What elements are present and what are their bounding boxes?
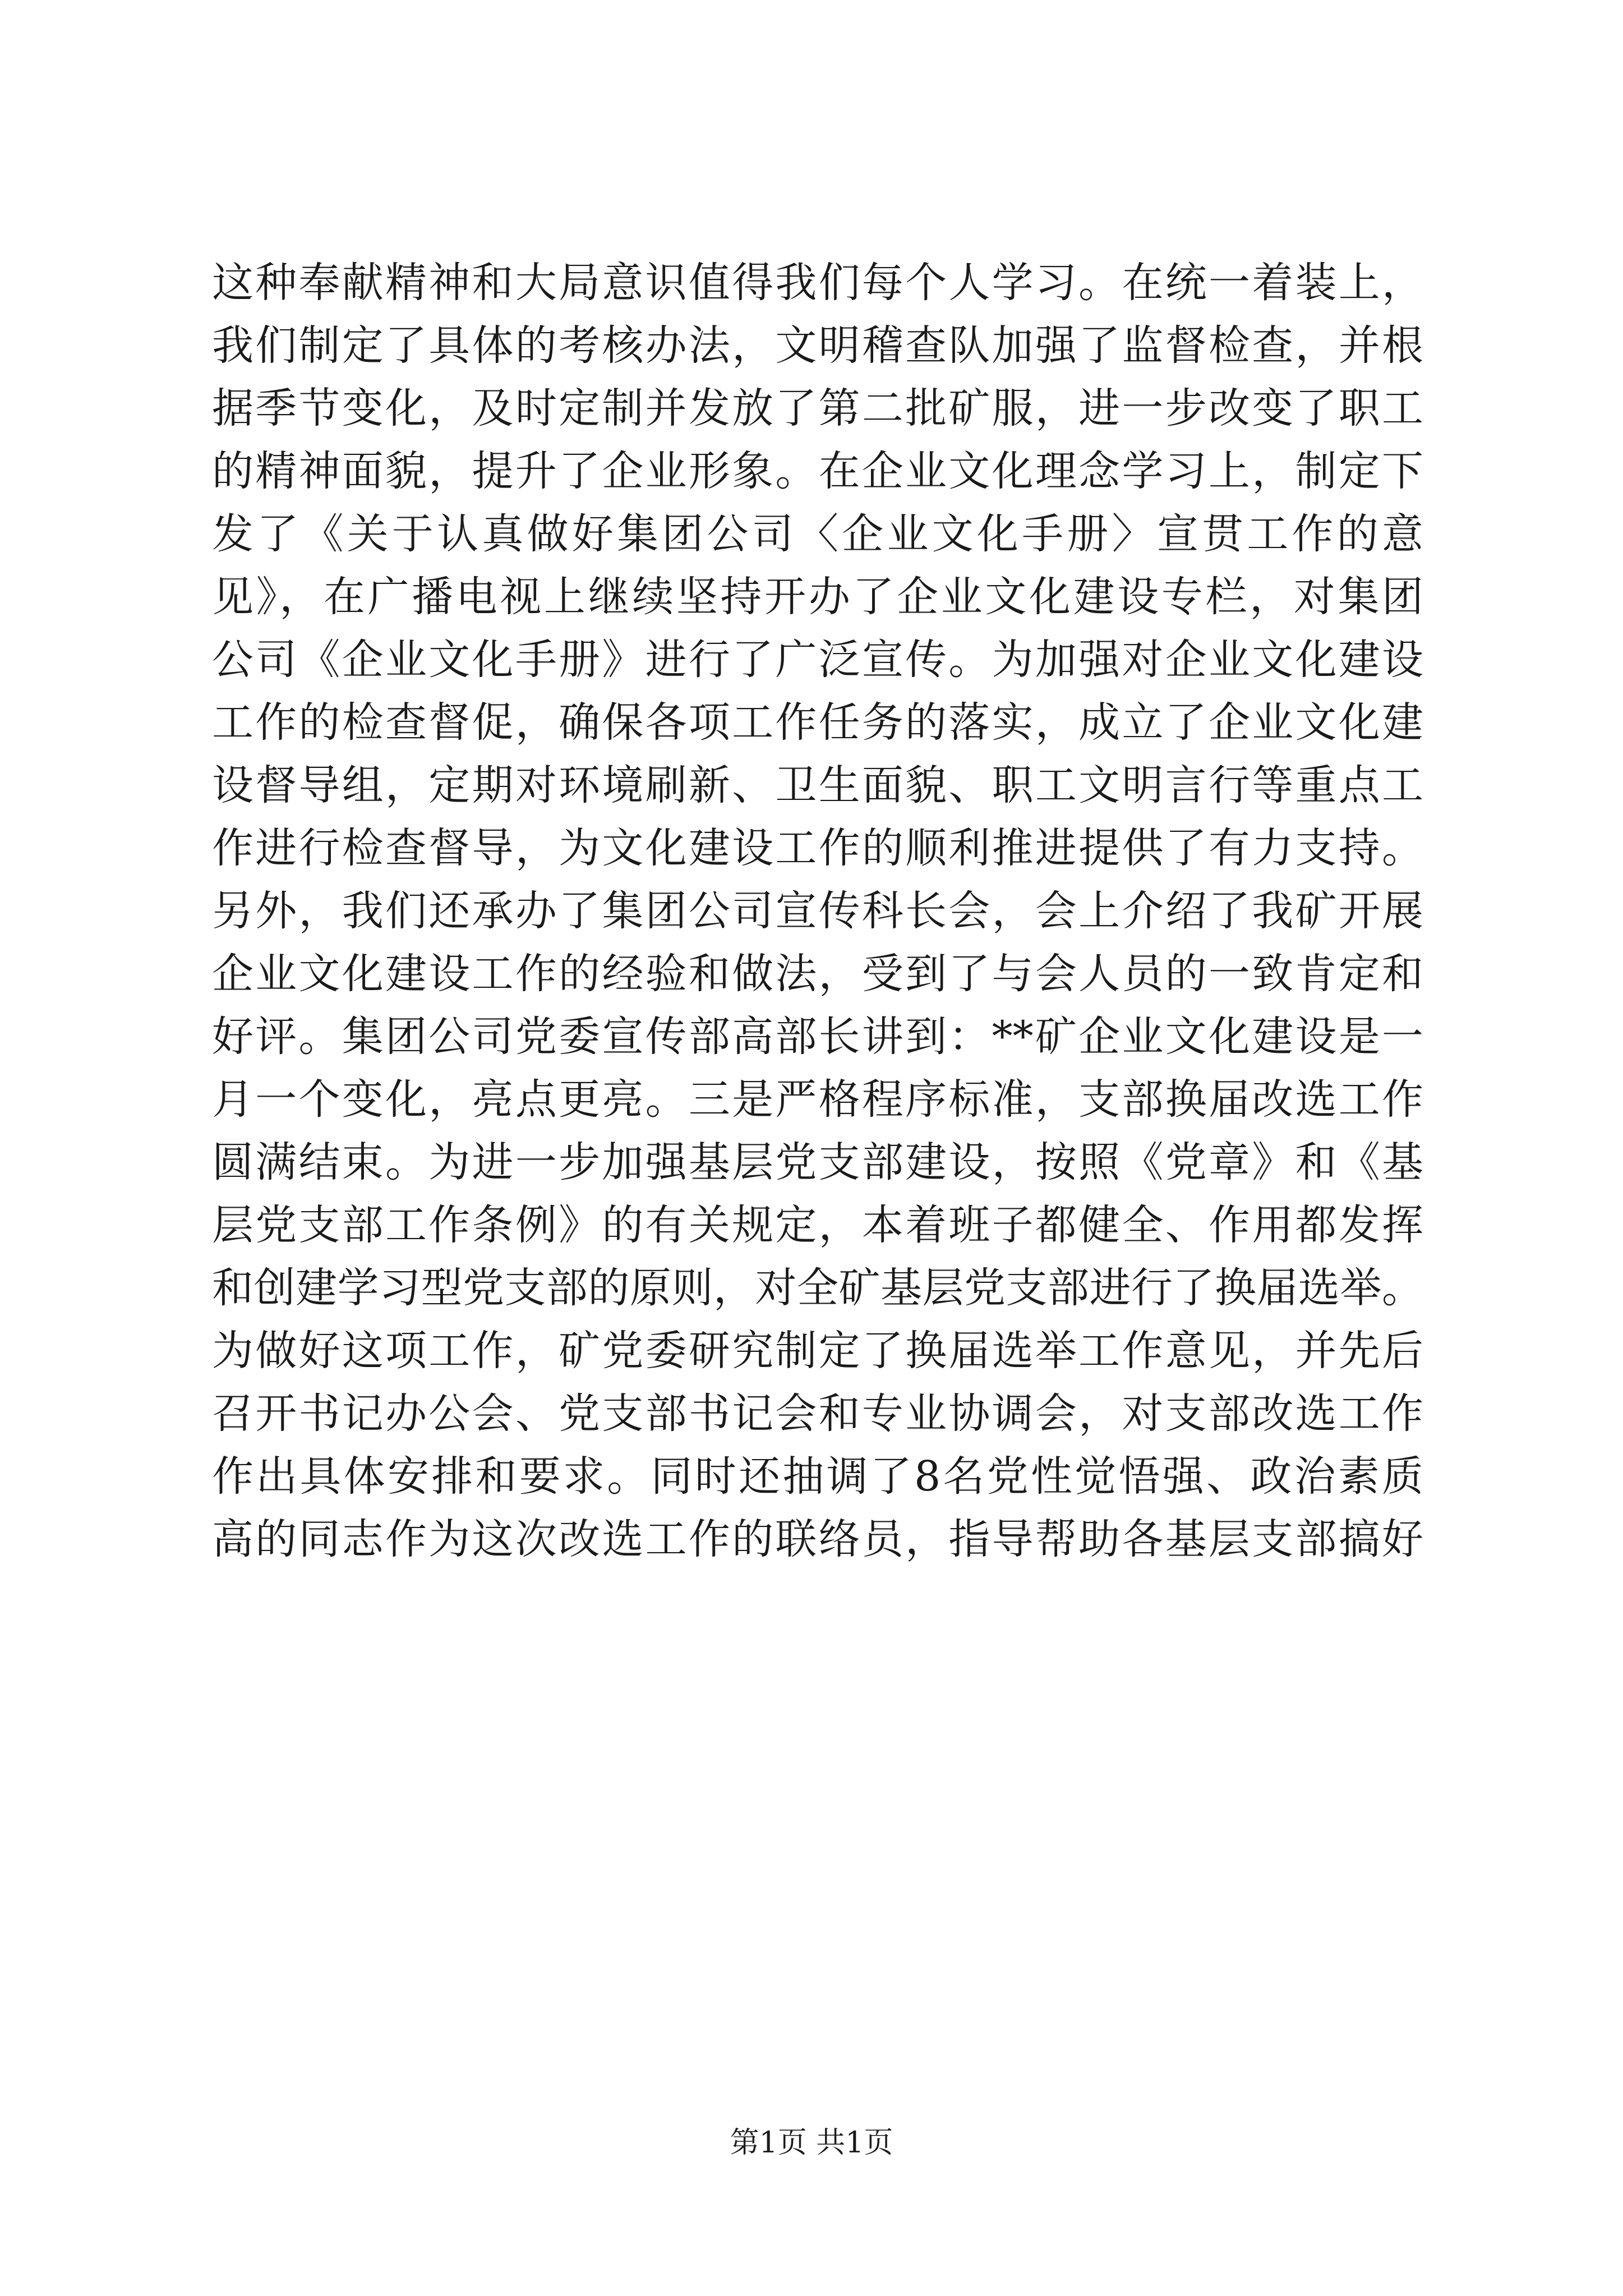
text-line: 作进行检查督导，为文化建设工作的顺利推进提供了有力支持。 bbox=[212, 824, 1423, 872]
text-line: 另外，我们还承办了集团公司宣传科长会，会上介绍了我矿开展 bbox=[212, 887, 1423, 935]
text-line: 好评。集团公司党委宣传部高部长讲到：**矿企业文化建设是一 bbox=[212, 1013, 1423, 1061]
page-number-footer: 第1页 共1页 bbox=[730, 2126, 893, 2160]
text-line: 公司《企业文化手册》进行了广泛宣传。为加强对企业文化建设 bbox=[212, 636, 1423, 684]
text-line: 企业文化建设工作的经验和做法，受到了与会人员的一致肯定和 bbox=[212, 950, 1423, 998]
text-line: 的精神面貌，提升了企业形象。在企业文化理念学习上，制定下 bbox=[212, 447, 1423, 495]
text-line: 发了《关于认真做好集团公司〈企业文化手册〉宣贯工作的意 bbox=[212, 510, 1423, 558]
text-line: 工作的检查督促，确保各项工作任务的落实，成立了企业文化建 bbox=[212, 698, 1423, 747]
text-line: 为做好这项工作，矿党委研究制定了换届选举工作意见，并先后 bbox=[212, 1327, 1423, 1375]
document-body bbox=[212, 251, 1423, 1571]
text-line: 高的同志作为这次改选工作的联络员，指导帮助各基层支部搞好 bbox=[212, 1515, 1423, 1563]
text-line: 我们制定了具体的考核办法，文明稽查队加强了监督检查，并根 bbox=[212, 321, 1423, 370]
text-line: 月一个变化，亮点更亮。三是严格程序标准，支部换届改选工作 bbox=[212, 1075, 1423, 1124]
text-line: 圆满结束。为进一步加强基层党支部建设，按照《党章》和《基 bbox=[212, 1138, 1423, 1186]
text-line: 据季节变化，及时定制并发放了第二批矿服，进一步改变了职工 bbox=[212, 384, 1423, 432]
text-line: 和创建学习型党支部的原则，对全矿基层党支部进行了换届选举。 bbox=[212, 1264, 1423, 1312]
text-line: 召开书记办公会、党支部书记会和专业协调会，对支部改选工作 bbox=[212, 1389, 1423, 1438]
text-line: 见》，在广播电视上继续坚持开办了企业文化建设专栏，对集团 bbox=[212, 573, 1423, 621]
text-line: 设督导组，定期对环境刷新、卫生面貌、职工文明言行等重点工 bbox=[212, 761, 1423, 809]
text-line: 这种奉献精神和大局意识值得我们每个人学习。在统一着装上， bbox=[212, 259, 1423, 307]
text-line: 层党支部工作条例》的有关规定，本着班子都健全、作用都发挥 bbox=[212, 1201, 1423, 1249]
text-line: 作出具体安排和要求。同时还抽调了8名党性觉悟强、政治素质 bbox=[212, 1452, 1423, 1501]
